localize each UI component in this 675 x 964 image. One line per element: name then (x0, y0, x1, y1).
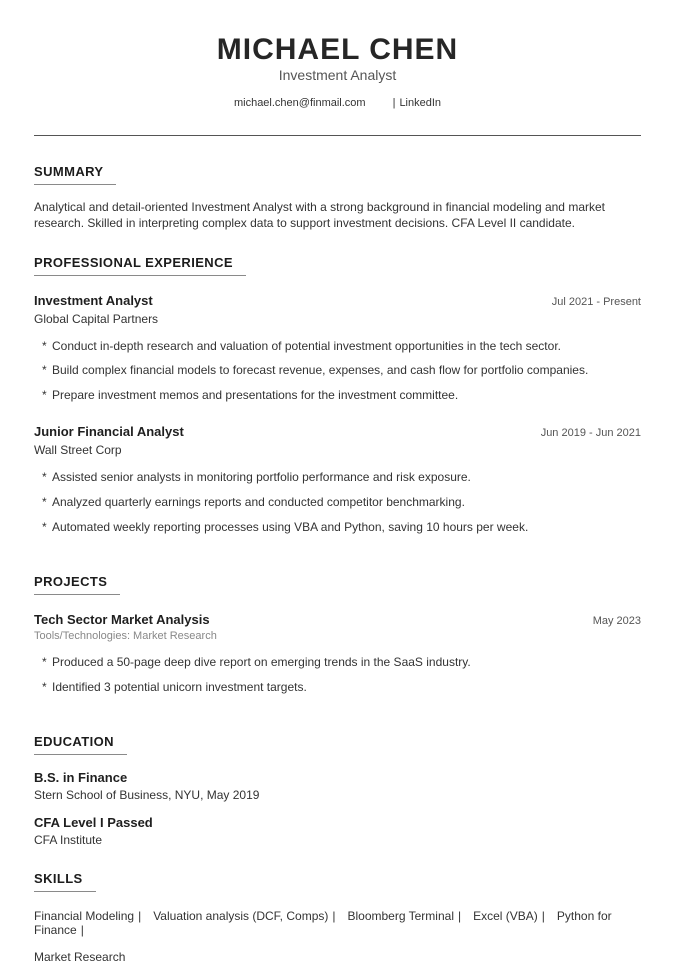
education-heading: EDUCATION (34, 734, 127, 755)
skills-line (34, 909, 641, 937)
bullet-item (42, 388, 641, 404)
project-title: Tech Sector Market Analysis (34, 612, 210, 628)
bullet-marker: * (42, 519, 47, 534)
experience-heading: PROFESSIONAL EXPERIENCE (34, 255, 246, 276)
bullet-marker: * (42, 363, 47, 378)
bullet-marker: * (42, 655, 47, 670)
bullet-text: Automated weekly reporting processes using VBA and Python, saving 10 hours per week. (52, 519, 529, 534)
section-education (34, 733, 641, 847)
bullet-item (42, 680, 641, 696)
bullet-marker: * (42, 338, 47, 353)
contact-linkedin-group (393, 97, 441, 109)
education-entry (34, 815, 641, 847)
skill-separator: | (541, 909, 545, 924)
bullet-text: Conduct in-depth research and valuation of potential investment opportunities in the tech sector. (52, 338, 561, 353)
skill-item: Python for Finance (34, 909, 612, 938)
job-dates: Jul 2021 - Present (551, 295, 641, 308)
skill-item: Financial Modeling (34, 909, 135, 924)
bullet-list (34, 470, 641, 535)
bullet-list (34, 655, 641, 695)
bullet-text: Assisted senior analysts in monitoring portfolio performance and risk exposure. (52, 470, 471, 485)
job-entry (34, 424, 641, 535)
job-company: Global Capital Partners (34, 311, 159, 326)
email-text: michael.chen@finmail.com (233, 96, 366, 109)
project-entry-header (34, 612, 641, 627)
summary-heading: SUMMARY (34, 164, 116, 185)
job-entry-header (34, 424, 641, 439)
skill-item: Market Research (34, 950, 126, 964)
skill-separator: | (332, 909, 336, 924)
job-dates: Jun 2019 - Jun 2021 (540, 427, 641, 440)
bullet-list (34, 339, 641, 404)
skill-item: Excel (VBA) (473, 909, 538, 924)
job-role: Junior Financial Analyst (34, 424, 184, 440)
job-entry (34, 293, 641, 404)
bullet-marker: * (42, 470, 47, 485)
section-skills (34, 870, 641, 964)
bullet-text: Prepare investment memos and presentations for the investment committee. (52, 387, 459, 402)
candidate-name: MICHAEL CHEN (216, 33, 459, 66)
bullet-text: Produced a 50-page deep dive report on emerging trends in the SaaS industry. (52, 655, 471, 670)
bullet-item (42, 520, 641, 536)
bullet-item (42, 495, 641, 511)
section-projects (34, 573, 641, 695)
bullet-item (42, 363, 641, 379)
bullet-item (42, 470, 641, 486)
education-entry (34, 770, 641, 802)
bullet-marker: * (42, 387, 47, 402)
job-company: Wall Street Corp (34, 443, 122, 458)
pipe-separator: | (392, 96, 396, 109)
bullet-text: Analyzed quarterly earnings reports and conducted competitor benchmarking. (52, 494, 465, 509)
skill-item: Bloomberg Terminal (347, 909, 454, 924)
bullet-text: Identified 3 potential unicorn investment targets. (52, 679, 307, 694)
project-date: May 2023 (592, 615, 641, 628)
skill-separator: | (80, 923, 84, 938)
resume-header (34, 34, 641, 109)
degree-name: B.S. in Finance (34, 770, 128, 786)
skills-line (34, 950, 641, 964)
linkedin-link[interactable]: LinkedIn (399, 96, 442, 109)
section-experience (34, 254, 641, 536)
skill-separator: | (138, 909, 142, 924)
section-summary (34, 163, 641, 232)
project-entry (34, 612, 641, 695)
school-name: CFA Institute (34, 833, 103, 848)
skills-heading: SKILLS (34, 871, 96, 892)
contact-row (34, 97, 641, 109)
bullet-item (42, 655, 641, 671)
summary-text: Analytical and detail-oriented Investment Analyst with a strong background in financial modeling and market research. Skilled in interpreting complex data to support investment decisions. CFA Level II candidate. (34, 199, 605, 231)
bullet-item (42, 339, 641, 355)
candidate-title: Investment Analyst (278, 66, 397, 83)
skill-item: Valuation analysis (DCF, Comps) (153, 909, 329, 924)
project-tools: Tools/Technologies: Market Research (34, 630, 217, 643)
job-role: Investment Analyst (34, 292, 153, 308)
header-divider (34, 135, 641, 136)
skill-separator: | (457, 909, 462, 924)
bullet-marker: * (42, 494, 47, 509)
job-entry-header (34, 293, 641, 308)
degree-name: CFA Level I Passed (34, 815, 153, 831)
school-name: Stern School of Business, NYU, May 2019 (34, 788, 260, 803)
bullet-marker: * (42, 679, 47, 694)
projects-heading: PROJECTS (34, 574, 120, 595)
bullet-text: Build complex financial models to forecast revenue, expenses, and cash flow for portfolio companies. (52, 363, 589, 378)
